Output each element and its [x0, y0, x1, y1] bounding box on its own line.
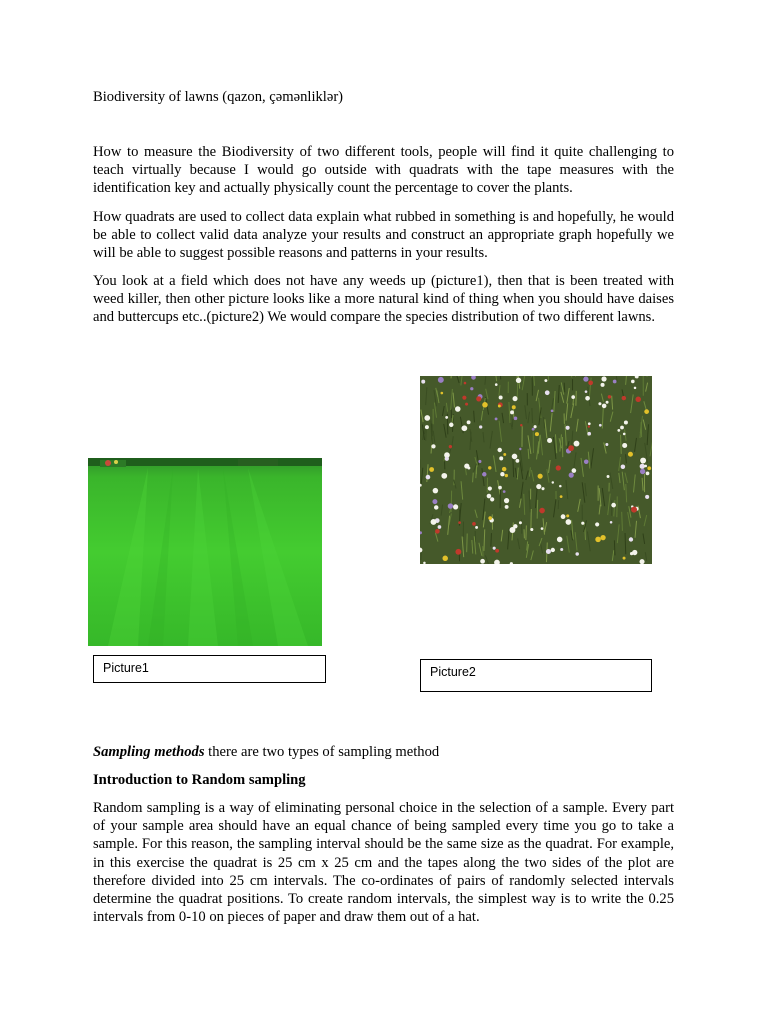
- sampling-methods-line: [93, 743, 674, 761]
- lawn-photo: [88, 458, 322, 646]
- document-title: Biodiversity of lawns (qazon, çəmənliklər): [93, 89, 344, 105]
- sampling-methods-text: there are two types of sampling method: [204, 744, 440, 760]
- lawn-image: [88, 458, 322, 646]
- picture1-caption: Picture1: [93, 655, 326, 683]
- random-sampling-paragraph: Random sampling is a way of eliminating personal choice in the selection of a sample. Every part of your sample area should have an equal chance of being sampled every time you go to take a sample. For this reason, the sampling interval should be the same size as the quadrat. For example, in this exercise the quadrat is 25 cm x 25 cm and the tapes along the two sides of the plot are therefore divided into 25 cm intervals. The co-ordinates of pairs of randomly selected intervals determine the quadrat positions. To create random intervals, the simplest way is to write the 0.25 intervals from 0-10 on pieces of paper and draw them out of a hat.: [93, 800, 674, 926]
- sampling-methods-heading: Sampling methods: [93, 744, 205, 760]
- picture2-caption: Picture2: [420, 659, 652, 692]
- random-sampling-heading: Introduction to Random sampling: [93, 772, 306, 788]
- paragraph-quadrats: How quadrats are used to collect data explain what rubbed in something is and hopefully, he would be able to collect valid data analyze your results and construct an appropriate graph hopefully we will be able to suggest possible reasons and patterns in your results.: [93, 209, 674, 262]
- meadow-image: [420, 376, 652, 564]
- meadow-photo: [420, 376, 652, 564]
- paragraph-lawn-comparison: You look at a field which does not have any weeds up (picture1), then that is been treated with weed killer, then other picture looks like a more natural kind of thing when you should have daises and buttercups etc..(picture2) We would compare the species distribution of two different lawns.: [93, 273, 674, 326]
- paragraph-intro: How to measure the Biodiversity of two different tools, people will find it quite challenging to teach virtually because I would go outside with quadrats with the tape measures with the identification key and actually physically count the percentage to cover the plants.: [93, 144, 674, 197]
